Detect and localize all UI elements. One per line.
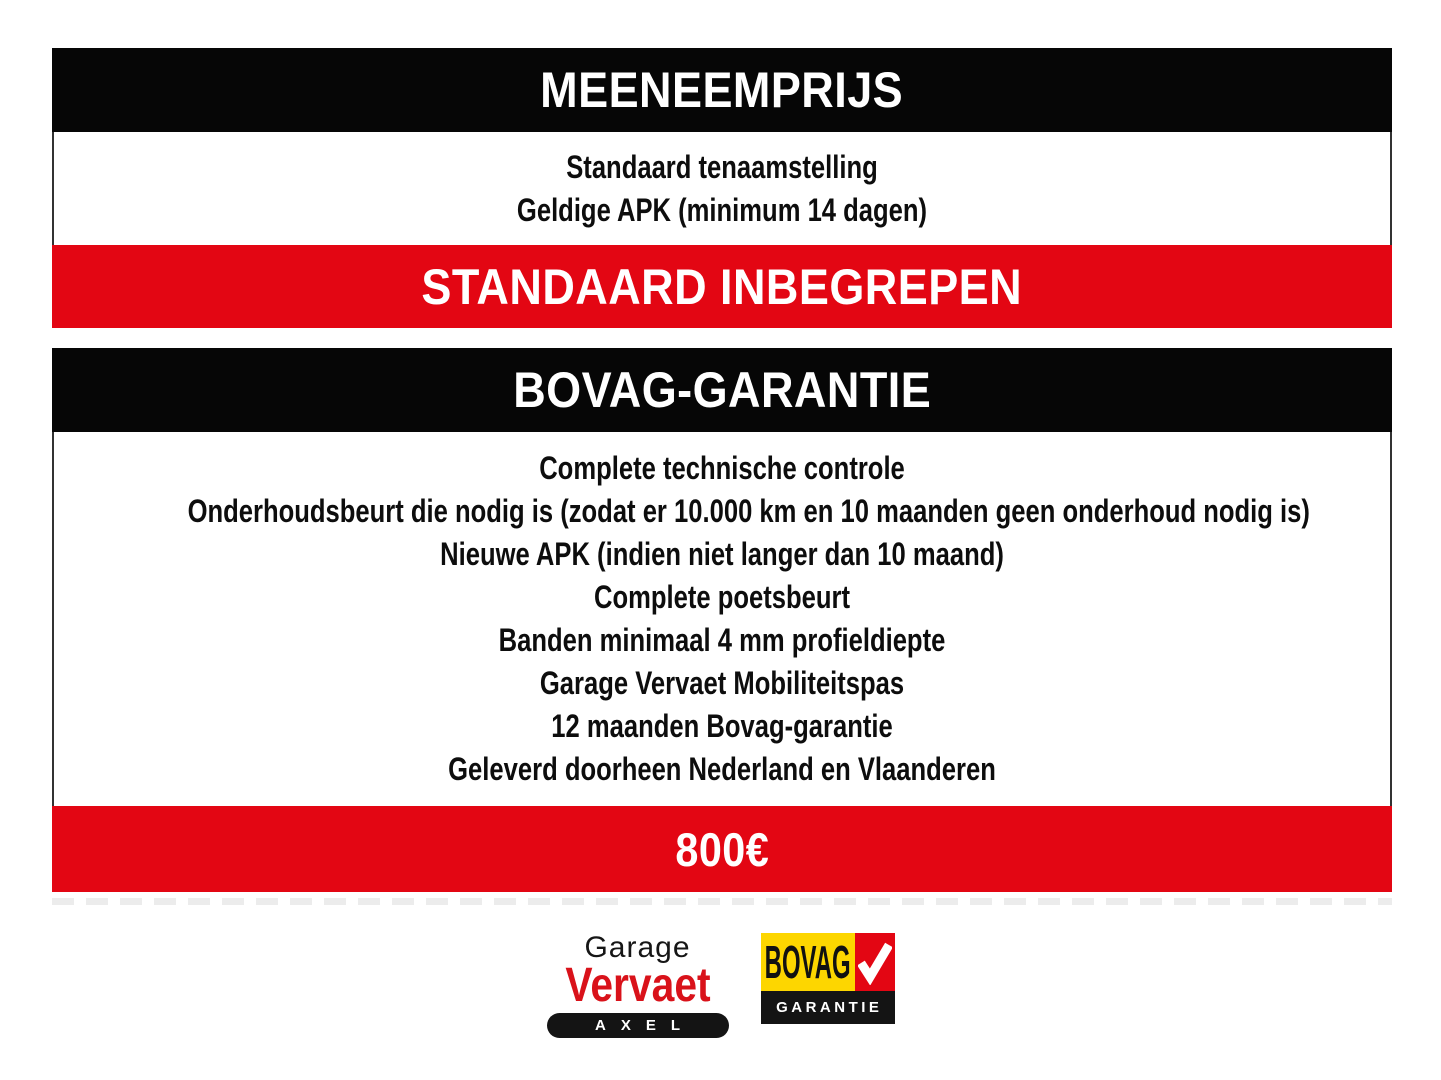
bovag-logo-yellow-panel xyxy=(761,933,855,991)
card-stack xyxy=(52,48,1392,905)
list-item: Complete technische controle xyxy=(539,450,905,486)
bovag-logo-caption: GARANTIE xyxy=(761,991,895,1024)
list-item: Standaard tenaamstelling xyxy=(566,148,878,185)
bovag-logo-red-panel xyxy=(855,933,895,991)
price-value: 800€ xyxy=(675,822,769,876)
bovag-garantie-title: BOVAG-GARANTIE xyxy=(513,362,931,418)
meeneemprijs-title: MEENEEMPRIJS xyxy=(540,62,904,118)
meeneemprijs-details-box xyxy=(52,132,1392,245)
garage-vervaet-logo xyxy=(547,933,729,1038)
list-item: Geleverd doorheen Nederland en Vlaanderen xyxy=(448,751,996,787)
list-item: Garage Vervaet Mobiliteitspas xyxy=(539,665,905,701)
garage-vervaet-logo-top: Garage xyxy=(584,931,691,964)
list-item: Nieuwe APK (indien niet langer dan 10 maand) xyxy=(440,536,1004,572)
axel-badge: AXEL xyxy=(547,1013,729,1038)
garage-vervaet-logo-name: Vervaet xyxy=(564,959,711,1012)
standaard-inbegrepen-banner xyxy=(52,245,1392,328)
checkmark-icon xyxy=(858,939,892,985)
perforation-line xyxy=(52,898,1392,905)
footer-logos xyxy=(0,933,1441,1038)
list-item: Geldige APK (minimum 14 dagen) xyxy=(516,191,928,228)
bovag-garantie-logo xyxy=(761,933,895,1024)
price-banner xyxy=(52,806,1392,892)
bovag-details-box xyxy=(52,432,1392,806)
list-item: Complete poetsbeurt xyxy=(593,579,851,615)
meeneemprijs-banner xyxy=(52,48,1392,132)
section-gap xyxy=(52,328,1392,348)
list-item: Banden minimaal 4 mm profieldiepte xyxy=(498,622,946,658)
list-item: Onderhoudsbeurt die nodig is (zodat er 10.000 km en 10 maanden geen onderhoud nodig is) xyxy=(187,493,1310,529)
standaard-inbegrepen-title: STANDAARD INBEGREPEN xyxy=(421,258,1023,315)
bovag-logo-top xyxy=(761,933,895,991)
bovag-logo-brand: BOVAG xyxy=(764,936,851,988)
list-item: 12 maanden Bovag-garantie xyxy=(551,708,893,744)
bovag-garantie-banner xyxy=(52,348,1392,432)
